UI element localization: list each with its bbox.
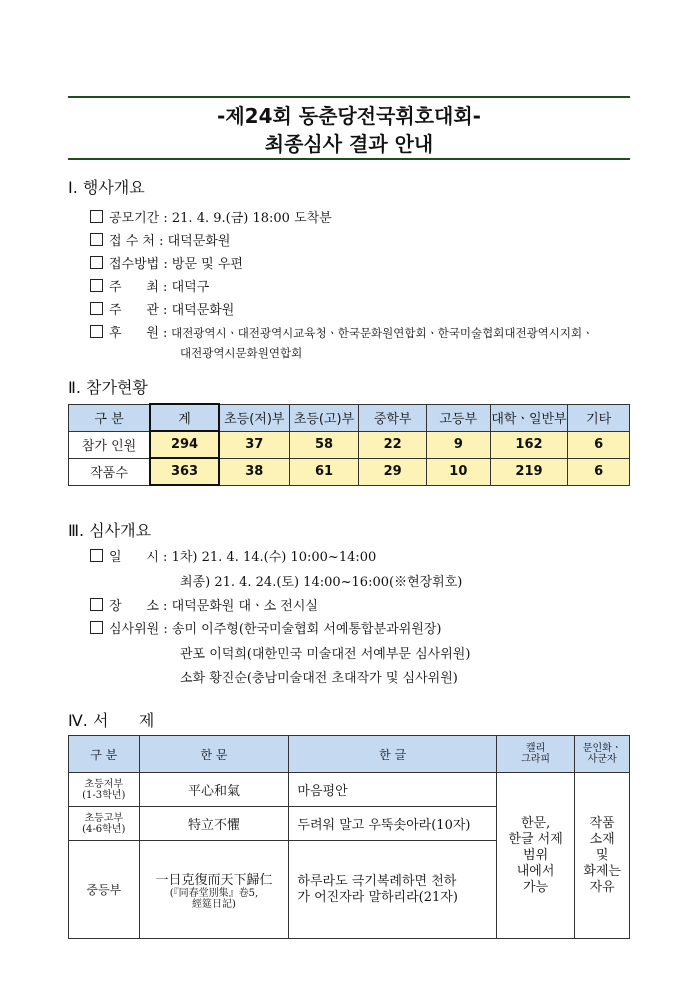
calligraphy-note: 한문, 한글 서제 범위 내에서 가능: [496, 773, 574, 939]
header-cell: 대학ㆍ일반부: [490, 404, 568, 431]
category-cell: 초등고부 (4-6학년): [69, 807, 140, 841]
item-value: 대덕문화원: [171, 303, 235, 318]
judge-name: 송미 이주형(한국미술협회 서예통합분과위원장): [171, 622, 442, 637]
item-value: 대덕문화원: [167, 234, 231, 249]
hangul-cell: 하루라도 극기복례하면 천하 가 어진자라 말하리라(21자): [289, 841, 496, 939]
section2-heading: Ⅱ. 참가현황: [68, 378, 148, 397]
item-label: 접 수 처 :: [109, 234, 164, 249]
section1-item: [90, 299, 234, 318]
hanmun-text: 一日克復而天下歸仁: [155, 873, 273, 888]
hanmun-cell: 平心和氣: [139, 773, 289, 807]
section1-item: [90, 276, 209, 295]
section1-item: [90, 253, 243, 272]
row-label: 작품수: [69, 458, 151, 485]
header-cell: 구 분: [69, 404, 151, 431]
sponsor-continuation: 대전광역시문화원연합회: [180, 346, 303, 360]
schedule-line: [90, 546, 376, 565]
table-header-row: [69, 736, 630, 773]
checkbox-icon: [90, 598, 103, 611]
item-value: 방문 및 우편: [171, 257, 243, 272]
checkbox-icon: [90, 279, 103, 292]
checkbox-icon: [90, 210, 103, 223]
section1-item: [90, 230, 230, 249]
item-label: 일 시 :: [109, 550, 168, 565]
table-row: [69, 431, 630, 458]
page-title: -제24회 동춘당전국휘호대회-: [217, 104, 481, 128]
munin-note: 작품 소재 및 화제는 자유: [575, 773, 630, 939]
table-header-row: [69, 404, 630, 431]
item-label: 공모기간 :: [109, 211, 168, 226]
header-cell: 초등(저)부: [219, 404, 289, 431]
item-label: 주 최 :: [109, 280, 168, 295]
checkbox-icon: [90, 325, 103, 338]
section1-item: [90, 207, 332, 226]
title-top-rule: [68, 96, 630, 98]
section3-heading: Ⅲ. 심사개요: [68, 521, 152, 540]
table-cell: 38: [219, 458, 289, 485]
table-cell: 294: [150, 431, 219, 458]
participation-table: [68, 403, 630, 486]
item-value: 1차) 21. 4. 14.(수) 10:00~14:00: [171, 550, 377, 565]
checkbox-icon: [90, 549, 103, 562]
header-cell: 한 글: [289, 736, 496, 773]
checkbox-icon: [90, 621, 103, 634]
section4-heading: Ⅳ. 서 제: [68, 711, 155, 730]
hanmun-cell: [139, 841, 289, 939]
table-cell: 6: [568, 458, 630, 485]
table-cell: 162: [490, 431, 568, 458]
table-cell: 61: [289, 458, 359, 485]
item-label: 접수방법 :: [109, 257, 168, 272]
checkbox-icon: [90, 233, 103, 246]
header-cell: 고등부: [426, 404, 490, 431]
judge-name: 관포 이덕희(대한민국 미술대전 서예부문 심사위원): [180, 647, 471, 662]
category-cell: 초등저부 (1-3학년): [69, 773, 140, 807]
hangul-cell: 마음평안: [289, 773, 496, 807]
item-label: 심사위원 :: [109, 622, 168, 637]
table-cell: 9: [426, 431, 490, 458]
checkbox-icon: [90, 256, 103, 269]
category-cell: 중등부: [69, 841, 140, 939]
table-cell: 363: [150, 458, 219, 485]
header-cell: 한 문: [139, 736, 289, 773]
schedule-final: 최종) 21. 4. 24.(토) 14:00~16:00(※현장휘호): [180, 575, 463, 590]
theme-table: [68, 735, 630, 939]
item-value: 대덕문화원 대ㆍ소 전시실: [171, 599, 318, 614]
header-cell: 문인화ㆍ 사군자: [575, 736, 630, 773]
hanmun-source: (『同春堂別集』卷5, 經筵日記): [169, 888, 259, 910]
table-cell: 37: [219, 431, 289, 458]
section1-heading: Ⅰ. 행사개요: [68, 178, 145, 197]
place-line: [90, 595, 318, 614]
header-cell: 중학부: [359, 404, 427, 431]
table-row: [69, 773, 630, 807]
table-row: [69, 458, 630, 485]
header-cell: 기타: [568, 404, 630, 431]
table-cell: 219: [490, 458, 568, 485]
section1-item: [90, 322, 593, 341]
header-cell: 계: [150, 404, 219, 431]
checkbox-icon: [90, 302, 103, 315]
item-label: 장 소 :: [109, 599, 168, 614]
item-value: 대덕구: [171, 280, 210, 295]
hanmun-cell: 特立不懼: [139, 807, 289, 841]
item-value: 대전광역시ㆍ대전광역시교육청ㆍ한국문화원연합회ㆍ한국미술협회대전광역시지회ㆍ: [171, 326, 594, 340]
table-cell: 22: [359, 431, 427, 458]
title-bottom-rule: [68, 158, 630, 160]
page-subtitle: 최종심사 결과 안내: [264, 132, 434, 156]
table-cell: 29: [359, 458, 427, 485]
header-cell: 구 분: [69, 736, 140, 773]
row-label: 참가 인원: [69, 431, 151, 458]
table-cell: 10: [426, 458, 490, 485]
item-label: 주 관 :: [109, 303, 168, 318]
table-cell: 58: [289, 431, 359, 458]
judge-name: 소화 황진순(충남미술대전 초대작가 및 심사위원): [180, 671, 458, 686]
item-label: 후 원 :: [109, 326, 168, 341]
judges-line: [90, 618, 441, 637]
hangul-cell: 두려워 말고 우뚝솟아라(10자): [289, 807, 496, 841]
item-value: 21. 4. 9.(금) 18:00 도착분: [171, 211, 332, 226]
header-cell: 캘리 그라피: [496, 736, 574, 773]
table-cell: 6: [568, 431, 630, 458]
header-cell: 초등(고)부: [289, 404, 359, 431]
